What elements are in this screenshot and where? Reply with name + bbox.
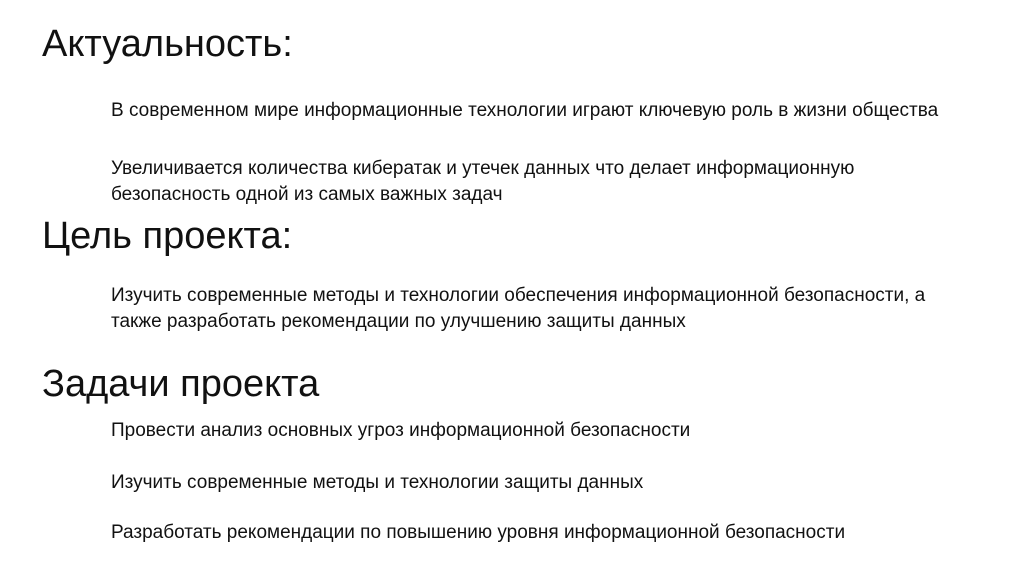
task-item-3: Разработать рекомендации по повышению уровня информационной безопасности <box>111 522 846 543</box>
tasks-heading: Задачи проекта <box>42 363 320 405</box>
goal-paragraph-line-2: также разработать рекомендации по улучшению защиты данных <box>111 311 686 332</box>
task-item-2: Изучить современные методы и технологии защиты данных <box>111 472 644 493</box>
task-item-1: Провести анализ основных угроз информационной безопасности <box>111 420 691 441</box>
relevance-heading: Актуальность: <box>42 23 293 65</box>
relevance-paragraph-2-line-1: Увеличивается количества кибератак и утечек данных что делает информационную <box>111 158 855 179</box>
goal-paragraph-line-1: Изучить современные методы и технологии обеспечения информационной безопасности, а <box>111 285 926 306</box>
relevance-paragraph-2-line-2: безопасность одной из самых важных задач <box>111 184 503 205</box>
goal-heading: Цель проекта: <box>42 215 293 257</box>
relevance-paragraph-1: В современном мире информационные технологии играют ключевую роль в жизни общества <box>111 100 939 121</box>
